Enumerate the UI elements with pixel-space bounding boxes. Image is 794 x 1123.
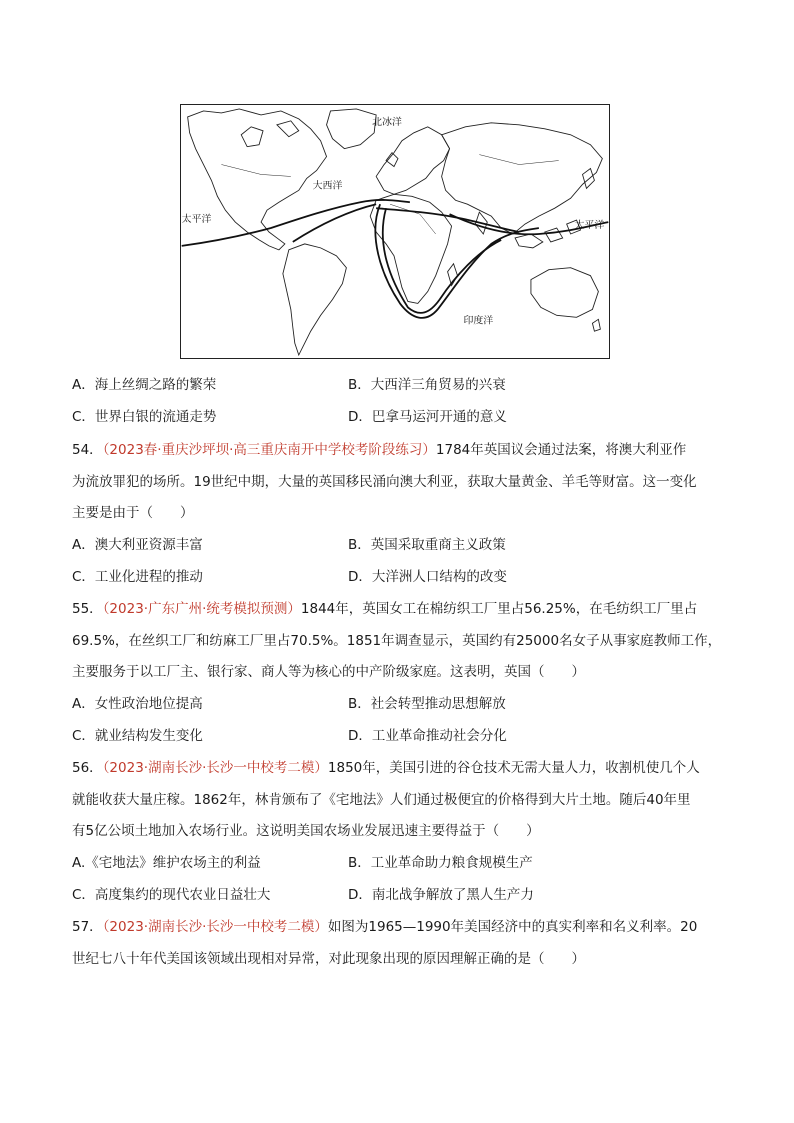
q54-option-c[interactable]: C．工业化进程的推动 xyxy=(72,569,203,585)
north-america-outline xyxy=(188,109,327,250)
asia-outline xyxy=(442,123,603,234)
south-america-outline xyxy=(283,244,346,355)
q57-source: （2023·湖南长沙·长沙一中校考二模） xyxy=(102,919,328,935)
q57-text: 如图为1965—1990年美国经济中的真实利率和名义利率。20 xyxy=(327,919,698,935)
q55-source: （2023·广东广州·统考模拟预测） xyxy=(102,601,301,617)
q56-number: 56． xyxy=(72,760,103,776)
q55-stem-line1 xyxy=(72,599,697,619)
pacific-ocean-right-label: 太平洋 xyxy=(574,220,605,232)
q54-option-d[interactable]: D．大洋洲人口结构的改变 xyxy=(348,569,507,585)
q56-stem-line1 xyxy=(72,758,700,778)
cape-route xyxy=(375,204,538,318)
world-map-svg xyxy=(181,105,609,358)
q53-option-d[interactable]: D．巴拿马运河开通的意义 xyxy=(348,409,507,425)
q54-option-a[interactable]: A．澳大利亚资源丰富 xyxy=(72,537,203,553)
arctic-ocean-label: 北冰洋 xyxy=(372,116,402,128)
q54-stem-line1 xyxy=(72,440,686,460)
q54-stem-line3: 主要是由于（ ） xyxy=(72,505,194,521)
q54-text: 1784年英国议会通过法案，将澳大利亚作 xyxy=(435,442,687,458)
greenland-outline xyxy=(327,109,377,149)
q54-number: 54． xyxy=(72,442,103,458)
q56-option-d[interactable]: D．南北战争解放了黑人生产力 xyxy=(348,887,534,903)
q54-source: （2023春·重庆沙坪坝·高三重庆南开中学校考阶段练习） xyxy=(102,442,436,458)
q55-stem-line3: 主要服务于以工厂主、银行家、商人等为核心的中产阶级家庭。这表明，英国（ ） xyxy=(72,664,585,680)
q56-stem-line2: 就能收获大量庄稼。1862年，林肯颁布了《宅地法》人们通过极便宜的价格得到大片土地。随后40年里 xyxy=(72,792,691,808)
indian-ocean-label: 印度洋 xyxy=(463,315,494,327)
q55-text: 1844年，英国女工在棉纺织工厂里占56.25%，在毛纺织工厂里占 xyxy=(300,601,698,617)
q56-stem-line3: 有5亿公顷土地加入农场行业。这说明美国农场业发展迅速主要得益于（ ） xyxy=(72,823,540,839)
europe-outline xyxy=(376,127,449,194)
q53-option-b[interactable]: B．大西洋三角贸易的兴衰 xyxy=(348,377,506,393)
q56-option-c[interactable]: C．高度集约的现代农业日益壮大 xyxy=(72,887,271,903)
q54-option-b[interactable]: B．英国采取重商主义政策 xyxy=(348,537,506,553)
q55-option-a[interactable]: A．女性政治地位提高 xyxy=(72,696,203,712)
australia-outline xyxy=(531,268,598,318)
atlantic-route xyxy=(293,204,376,242)
q57-number: 57． xyxy=(72,919,103,935)
atlantic-ocean-label: 大西洋 xyxy=(312,180,343,192)
q55-option-b[interactable]: B．社会转型推动思想解放 xyxy=(348,696,506,712)
q53-option-a[interactable]: A．海上丝绸之路的繁荣 xyxy=(72,377,217,393)
q56-option-b[interactable]: B．工业革命助力粮食规模生产 xyxy=(348,855,533,871)
q54-stem-line2: 为流放罪犯的场所。19世纪中期，大量的英国移民涌向澳大利亚，获取大量黄金、羊毛等财富。这一变化 xyxy=(72,474,697,490)
q53-option-c[interactable]: C．世界白银的流通走势 xyxy=(72,409,217,425)
world-trade-map xyxy=(180,104,610,359)
q55-option-c[interactable]: C．就业结构发生变化 xyxy=(72,728,203,744)
q56-text: 1850年，美国引进的谷仓技术无需大量人力，收割机使几个人 xyxy=(327,760,700,776)
q57-stem-line1 xyxy=(72,917,697,937)
q57-stem-line2: 世纪七八十年代美国该领域出现相对异常，对此现象出现的原因理解正确的是（ ） xyxy=(72,951,585,967)
q56-option-a[interactable]: A.《宅地法》维护农场主的利益 xyxy=(72,855,261,871)
q55-stem-line2: 69.5%，在丝织工厂和纺麻工厂里占70.5%。1851年调查显示，英国约有25000名女子从事家庭教师工作， xyxy=(72,633,722,649)
q55-option-d[interactable]: D．工业革命推动社会分化 xyxy=(348,728,507,744)
q56-source: （2023·湖南长沙·长沙一中校考二模） xyxy=(102,760,328,776)
q55-number: 55． xyxy=(72,601,103,617)
pacific-ocean-left-label: 太平洋 xyxy=(181,214,212,226)
